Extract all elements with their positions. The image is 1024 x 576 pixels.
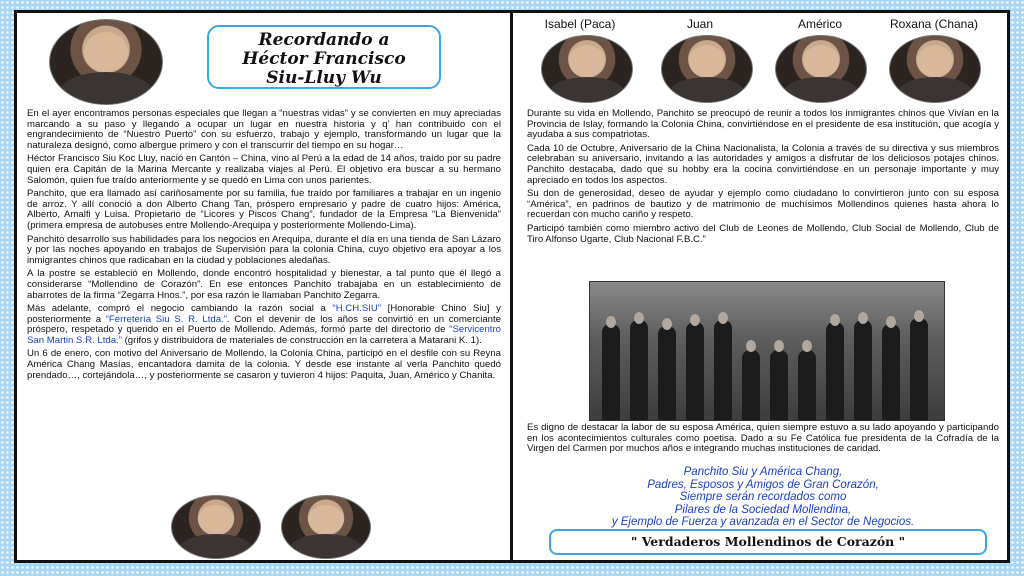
child-label-juan: Juan bbox=[686, 17, 714, 31]
title-line-2: Héctor Francisco bbox=[242, 49, 406, 69]
paragraph-colonia: Durante su vida en Mollendo, Panchito se preocupó de reunir a todos los inmigrantes chinos que Vivían en la Provincia de Islay, formando la Colonia China, convirtiéndose en el presidente de esa institución, que acogía y ayudaba a sus compatriotas. bbox=[527, 108, 999, 141]
tribute-line-3: Siempre serán recordados como bbox=[679, 491, 847, 504]
paragraph-clubes: Participó también como miembro activo del Club de Leones de Mollendo, Club Social de Mollendo, Club de Tiro Alfonso Ugarte, Club Nacional F.B.C.” bbox=[527, 222, 999, 245]
newsletter-page bbox=[14, 10, 1010, 563]
child-label-americo: Américo bbox=[797, 17, 842, 31]
paragraph-arequipa: Panchito desarrollo sus habilidades para los negocios en Arequipa, durante el día en una tienda de San Lázaro y por las noches apoyando en trabajos de Supervisión para la colonia China, cuyo objetivo era apoyar a los inmigrantes chinos que radicaban en la ciudad y poblaciones aledañas. bbox=[27, 233, 501, 266]
title-line-1: Recordando a bbox=[258, 30, 390, 50]
paragraph-business: Más adelante, compró el negocio cambiando la razón social a “H.CH.SIU” [Honorable Chino Siu] y posteriormente a “Ferretería Siu S. R. Ltda.”. Con el devenir de los años se convirtió en un comerciante próspero, respetado y querido en el Puerto de Mollendo. Además, formó parte del directorio de “Servicentro San Martin S.R. Ltda.” (grifos y distribuidora de materiales de construcción en la carretera a Matarani K. 1). bbox=[27, 303, 501, 346]
portrait-america-photo bbox=[281, 495, 371, 559]
child-label-isabel: Isabel (Paca) bbox=[544, 17, 616, 31]
photo-juan bbox=[661, 35, 753, 103]
right-lower-text bbox=[527, 423, 999, 458]
tribute-line-5: y Ejemplo de Fuerza y avanzada en el Sector de Negocios. bbox=[611, 516, 915, 529]
tribute-line-4: Pilares de la Sociedad Mollendina, bbox=[674, 503, 852, 516]
group-photo bbox=[589, 281, 945, 421]
right-column bbox=[519, 13, 1005, 560]
paragraph-panchito: Panchito, que era llamado así cariñosamente por su familia, fue traído por familiares a trabajar en un ingenio de arroz. Y allí conoció a don Alberto Chang Tan, próspero empresario y padre de cuatro hijos: América, Alberto, Amalfi y Luisa. Propietario de “Licores y Piscos Chang”, fundador de la Empresa “La Bienvenida” (primera empresa de autobuses entre Mollendo-Arequipa y posteriormente Mollendo-Lima). bbox=[27, 188, 501, 231]
paragraph-intro: En el ayer encontramos personas especiales que llegan a “nuestras vidas” y se convierten en muy apreciadas marcando a su paso y llegando a ocupar un lugar en nuestra historia y q’ han contribuido con el engrandecimiento de “Nuestro Puerto” con su esfuerzo, trabajo y ejemplo, transformando un lugar que la naturaleza designó, como albergue primero y con el transcurrir del tiempo en su hogar… bbox=[27, 108, 501, 151]
paragraph-origin: Héctor Francisco Siu Koc Lluy, nació en Cantón – China, vino al Perú a la edad de 14 años, traído por su padre quien era Capitán de la Marina Mercante y realizaba viajes al Perú. El objetivo era buscar a su hermano Salomón, quien fue traído anteriormente y se quedó en Lima con unos parientes. bbox=[27, 153, 501, 186]
tribute-line-1: Panchito Siu y América Chang, bbox=[683, 466, 843, 478]
photo-roxana bbox=[889, 35, 981, 103]
portrait-young-hector-photo bbox=[171, 495, 261, 559]
paragraph-generosidad: Su don de generosidad, deseo de ayudar y ejemplo como ciudadano lo convirtieron junto con su esposa “América”, en padrinos de bautizo y de matrimonio de muchísimos Mollendinos quienes hasta ahora lo recuerdan con mucho cariño y respeto. bbox=[527, 188, 999, 221]
motto-box: " Verdaderos Mollendinos de Corazón " bbox=[549, 529, 987, 555]
servicentro-name: “Servicentro San Martin S.R. Ltda.” bbox=[27, 324, 501, 346]
left-column bbox=[23, 13, 507, 560]
ferreteria-name: “Ferretería Siu S. R. Ltda.” bbox=[105, 313, 227, 325]
title-line-3: Siu-Lluy Wu bbox=[266, 68, 382, 88]
photo-isabel bbox=[541, 35, 633, 103]
paragraph-marriage: Un 6 de enero, con motivo del Aniversario de Mollendo, la Colonia China, participó en el desfile con su Reyna América Chang Masías, encantadora damita de la colonia. Y desde ese instante al verla Panchito quedó prendado…, cortejándola…, y posteriormente se casaron y tuvieron 4 hijos: Paquita, Juan, Américo y Chanita. bbox=[27, 348, 501, 381]
paragraph-mollendo: A la postre se estableció en Mollendo, donde encontró hospitalidad y bienestar, a tal punto que él llegó a considerarse “Mollendino de Corazón”. En ese entonces Panchito trabajaba en un establecimiento de abarrotes de la firma “Zegarra Hnos.”, por esa razón le llamaban Panchito Zegarra. bbox=[27, 268, 501, 301]
tribute-line-2: Padres, Esposos y Amigos de Gran Corazón, bbox=[647, 478, 879, 491]
paragraph-esposa: Es digno de destacar la labor de su esposa América, quien siempre estuvo a su lado apoyando y participando en los acontecimientos culturales como poetisa. Dado a su Fe Católica fue presidenta de la Cofradía de la Virgen del Carmen por muchos años e integrando muchas instituciones de caridad. bbox=[527, 422, 999, 455]
paragraph-aniversario: Cada 10 de Octubre, Aniversario de la China Nacionalista, la Colonia a través de su directiva y sus miembros celebraban su aniversario, invitando a las autoridades y amigos a disfrutar de los deliciosos potajes chinos. Panchito destacaba, dado que su hobby era la cocina convirtiéndose en un personaje importante y muy apreciado en todos los aspectos. bbox=[527, 142, 999, 186]
tribute-block bbox=[527, 466, 999, 529]
column-divider bbox=[510, 13, 513, 560]
child-label-roxana: Roxana (Chana) bbox=[889, 17, 979, 31]
title-box bbox=[207, 25, 441, 89]
portrait-hector-photo bbox=[49, 19, 163, 105]
left-body-text bbox=[27, 109, 501, 384]
hchsiu-name: “H.CH.SIU” bbox=[332, 303, 382, 315]
photo-americo bbox=[775, 35, 867, 103]
right-body-text bbox=[527, 109, 999, 248]
